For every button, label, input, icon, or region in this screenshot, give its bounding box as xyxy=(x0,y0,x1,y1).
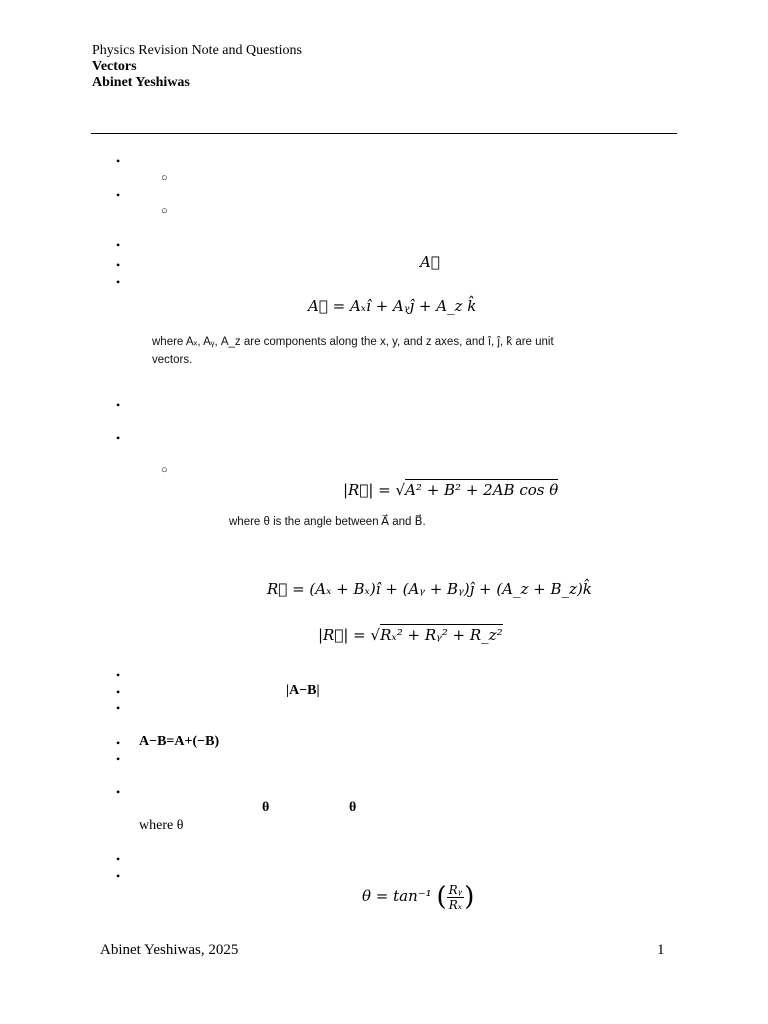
right-paren: ) xyxy=(464,882,475,912)
bullet-marker: • xyxy=(116,398,121,412)
equation-resultant-magnitude xyxy=(318,626,503,644)
equation-direction xyxy=(362,882,474,912)
equation-sum-components: R⃗ = (Aₓ + Bₓ)î + (Aᵧ + Bᵧ)ĵ + (A_z + B_z)k̂ xyxy=(267,580,592,598)
document-title: Physics Revision Note and Questions xyxy=(92,43,302,58)
equation-magnitude xyxy=(343,481,558,499)
header-divider xyxy=(91,133,677,134)
sub-bullet-marker: ○ xyxy=(161,172,168,184)
bullet-marker: • xyxy=(116,785,121,799)
fraction-denominator: Rₓ xyxy=(448,897,463,912)
equation-direction-lhs: θ = tan⁻¹ xyxy=(362,887,432,905)
author-name: Abinet Yeshiwas xyxy=(92,75,190,90)
bullet-marker: • xyxy=(116,668,121,682)
bullet-marker: • xyxy=(116,188,121,202)
page-number: 1 xyxy=(657,942,665,958)
abs-difference-text: |A−B| xyxy=(286,683,320,698)
bullet-marker: • xyxy=(116,431,121,445)
vector-a-symbol: A⃗ xyxy=(420,253,440,271)
bullet-marker: • xyxy=(116,258,121,272)
sub-bullet-marker: ○ xyxy=(161,205,168,217)
theta-note: where θ is the angle between A⃗ and B⃗. xyxy=(229,516,426,528)
bullet-marker: • xyxy=(116,154,121,168)
section-title: Vectors xyxy=(92,59,137,74)
bullet-marker: • xyxy=(116,752,121,766)
fraction-numerator: Rᵧ xyxy=(448,882,463,897)
components-note-line1: where Aₓ, Aᵧ, A_z are components along the x, y, and z axes, and î, ĵ, k̂ are unit xyxy=(152,336,554,348)
where-theta-text: where θ xyxy=(139,818,184,833)
equation-resultant-radicand: Rₓ² + Rᵧ² + R_z² xyxy=(380,626,503,644)
theta-symbol: θ xyxy=(349,800,357,815)
left-paren: ( xyxy=(436,882,447,912)
bullet-marker: • xyxy=(116,275,121,289)
footer-author: Abinet Yeshiwas, 2025 xyxy=(100,942,239,958)
bullet-marker: • xyxy=(116,685,121,699)
bullet-marker: • xyxy=(116,869,121,883)
equation-magnitude-lhs: |R⃗| = √ xyxy=(343,481,406,499)
components-note-line2: vectors. xyxy=(152,354,193,366)
bullet-marker: • xyxy=(116,852,121,866)
bullet-marker: • xyxy=(116,238,121,252)
theta-symbol: θ xyxy=(262,800,270,815)
subtraction-rule: A−B=A+(−B) xyxy=(139,734,220,749)
equation-resultant-lhs: |R⃗| = √ xyxy=(318,626,381,644)
equation-components: A⃗ = Aₓî + Aᵧĵ + A_z k̂ xyxy=(308,297,477,315)
bullet-marker: • xyxy=(116,736,121,750)
sub-bullet-marker: ○ xyxy=(161,464,168,476)
bullet-marker: • xyxy=(116,701,121,715)
equation-magnitude-radicand: A² + B² + 2AB cos θ xyxy=(405,481,559,499)
direction-fraction xyxy=(447,883,465,912)
